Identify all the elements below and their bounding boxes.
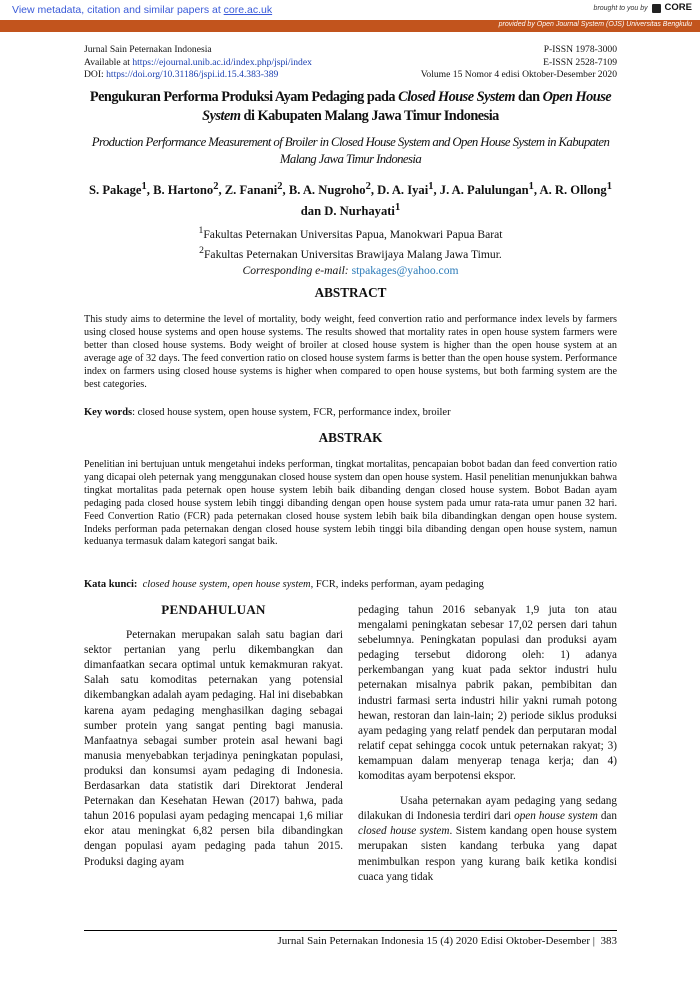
paper-title: Pengukuran Performa Produksi Ayam Pedaging pada Closed House System dan Open House System di Kabupaten Malang Jawa Timur Indonesia [89, 89, 612, 124]
abstract-text: This study aims to determine the level of mortality, body weight, feed convertion ratio and performance index levels by farmers using closed house systems and open house systems. The results showed that mortality rates in open house system farmers were better than closed house systems. Body weight of broiler at closed house system is higher than the open house system at an average age of 32 days. The feed convertion ratio on closed house system farms is better than the open house system. Performance index on farmers using closed house systems is higher when compared to open house systems, but both farming system are the best categories. [84, 314, 617, 390]
paper-subtitle: Production Performance Measurement of Broiler in Closed House System and Open House System in Kabupaten Malang Jawa Timur Indonesia [91, 135, 610, 166]
body-paragraph: Usaha peternakan ayam pedaging yang sedang dilakukan di Indonesia terdiri dari open house system dan closed house system. Sistem kandang open house system merupakan sisten kandang terbuka yang dapat menimbulkan respon yang kurang baik ketika kondisi cuaca yang tidak [358, 795, 617, 883]
core-logo-icon [652, 4, 661, 13]
core-banner [0, 0, 700, 20]
journal-name: Jurnal Sain Peternakan Indonesia [84, 44, 212, 55]
page-number: 383 [600, 935, 617, 947]
provider-text: provided by Open Journal System (OJS) Universitas Bengkulu [498, 21, 692, 28]
body-column-right [358, 603, 617, 885]
provider-bar [0, 20, 700, 32]
author-list: S. Pakage$^1$, B. Hartono$^2$, Z. Fanani$^2$, B. A. Nugroho$^2$, D. A. Iyai$^1$, J. A. Palulungan$^1$, A. R. Ollong$^1$ dan D. Nurhayati$^1$ [89, 181, 612, 219]
eissn: E-ISSN 2528-7109 [543, 56, 617, 68]
footer-rule [84, 930, 617, 931]
abstrak-heading: ABSTRAK [318, 430, 383, 445]
body-paragraph: pedaging tahun 2016 sebanyak 1,9 juta ton atau mengalami peningkatan sebesar 17,02 persen dari tahun sebelumnya. Peningkatan populasi dan produksi ayam pedaging tersebut didorong oleh: 1) adanya perkembangan yang kuat pada sektor industri hulu peternakan misalnya pabrik pakan, pembibitan dan industri farmasi serta industri hilir yakni rumah potong hewan, restoran dan lain-lain; 2) periode siklus produksi ayam pedaging yang relatf pendek dan perputaran modal relatif cepat sehingga cocok untuk peternakan rakyat; 3) kemampuan dalam menyerap tenaga kerja; dan 4) komoditas ayam berpotensi ekspor. [358, 604, 617, 783]
email-link[interactable]: stpakages@yahoo.com [351, 263, 459, 277]
abstrak-text: Penelitian ini bertujuan untuk mengetahui indeks performan, tingkat mortalitas, pencapaian bobot badan dan feed convertion ratio yang dicapai oleh peternak yang menggunakan closed house system dan open house system. Hasil penelitian menunjukkan bahwa tingkat mortalitas pada peternak open house system lebih baik dibanding dengan closed house system. Bobot Badan ayam pedaging pada closed house system lebih tinggi dibanding dengan open house system pada umur rata-rata umur panen 32 hari. Feed Convertion Ratio (FCR) pada peternakan closed house system lebih baik bila dibandingkan dengan open house system. Indeks performan pada peternakan dengan closed house system lebih tinggi bila dibanding dengan open house system, namun keduanya termasuk dalam kategori sangat baik. [84, 459, 617, 548]
section-heading: PENDAHULUAN [161, 602, 266, 617]
affiliations: $^1$Fakultas Peternakan Universitas Papua, Manokwari Papua Barat $^2$Fakultas Peternakan Universitas Brawijaya Malang Jawa Timur. Corresponding e-mail: stpakages@yahoo.com [198, 225, 503, 277]
body-paragraph: Peternakan merupakan salah satu bagian dari sektor pertanian yang perlu dikembangkan dan dimanfaatkan secara optimal untuk kemakmuran rakyat. Salah satu komoditas peternakan yang potensial dikembangkan adalah ayam pedaging. Hal ini disebabkan karena ayam pedaging menghasilkan daging sebagai sumber protein yang sangat penting bagi manusia. Manfaatnya sebagai sumber protein asal hewani bagi manusia menyebabkan terjadinya peningkatan populasi, produksi dan konsumsi ayam pedaging di Indonesia. Berdasarkan data statistik dari Direktorat Jenderal Peternakan dan Kesehatan Hewan (2017) bahwa, pada tahun 2016 populasi ayam pedaging mencapai 1,6 miliar ekor atau meningkat 6,82 persen bila dibandingkan dengan populasi ayam pedaging pada tahun 2015. Produksi daging ayam [84, 629, 343, 868]
doi-link[interactable]: https://doi.org/10.31186/jspi.id.15.4.383-389 [106, 69, 279, 80]
body-column-left [84, 602, 343, 870]
core-link[interactable]: core.ac.uk [223, 4, 273, 16]
kata-kunci: Kata kunci: closed house system, open house system, FCR, indeks performan, ayam pedaging [84, 579, 484, 590]
volume-info: Volume 15 Nomor 4 edisi Oktober-Desember 2020 [420, 69, 617, 80]
page-footer: Jurnal Sain Peternakan Indonesia 15 (4) 2020 Edisi Oktober-Desember | 383 [277, 935, 617, 947]
metadata-link[interactable]: View metadata, citation and similar papers at core.ac.uk [12, 4, 273, 16]
journal-url-link[interactable]: https://ejournal.unib.ac.id/index.php/jspi/index [132, 56, 312, 68]
core-brand[interactable]: brought to you by CORE [593, 2, 692, 13]
pissn: P-ISSN 1978-3000 [543, 44, 617, 55]
abstract-heading: ABSTRACT [314, 285, 387, 300]
keywords: Key words: closed house system, open house system, FCR, performance index, broiler [84, 407, 451, 418]
